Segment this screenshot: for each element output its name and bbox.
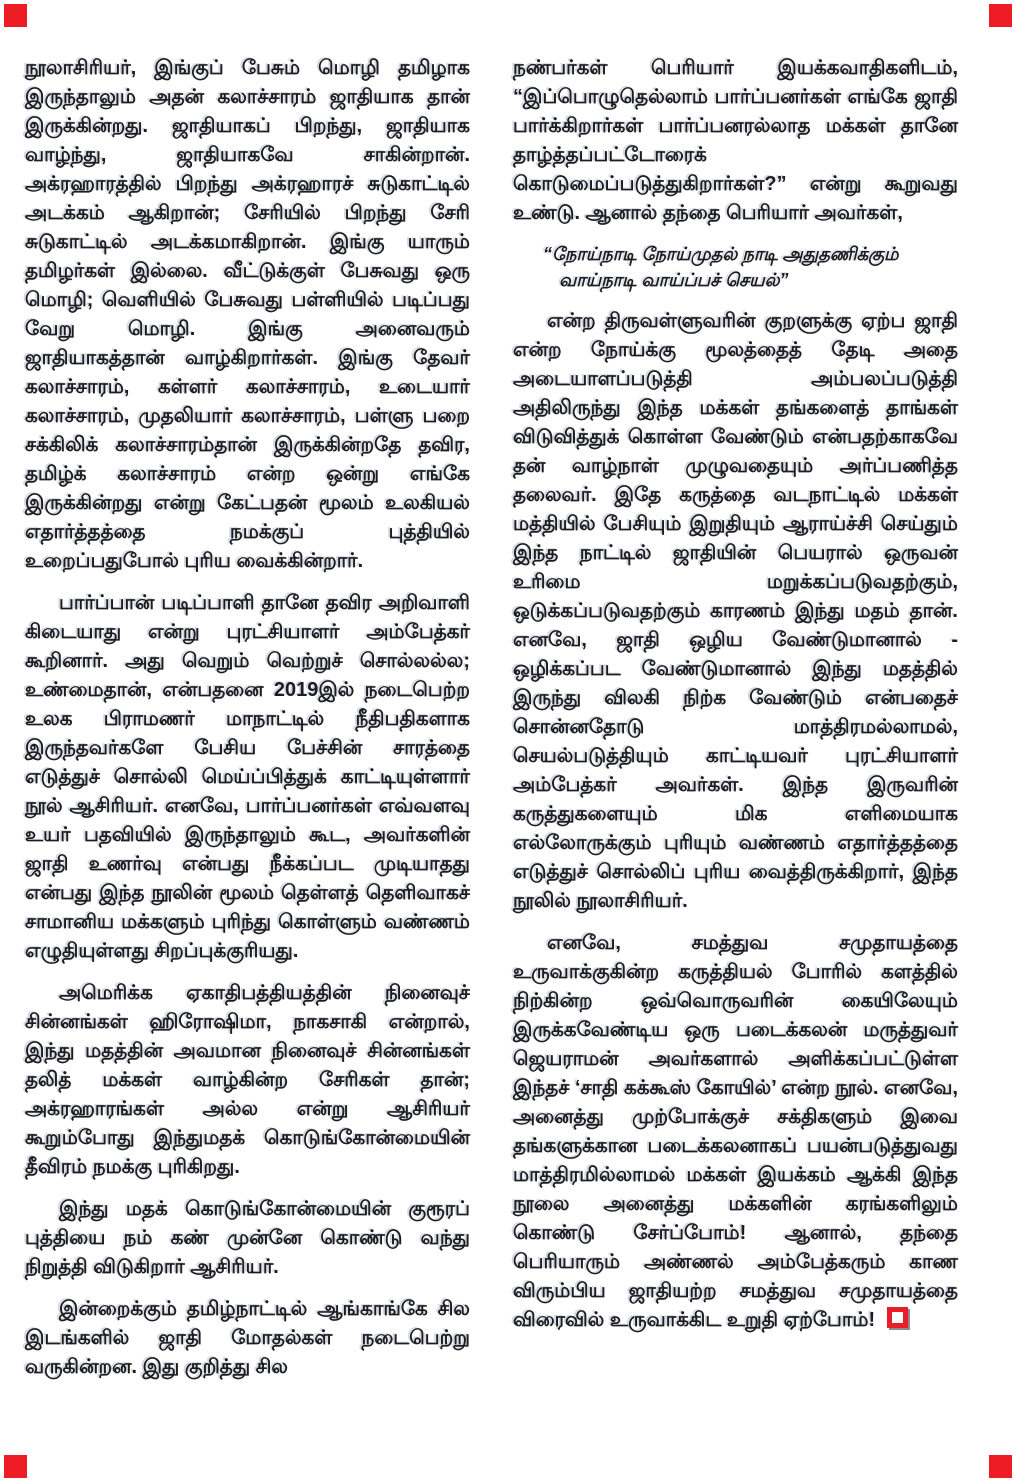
paragraph: அமெரிக்க ஏகாதிபத்தியத்தின் நினைவுச் சின்னங்கள் ஹிரோஷிமா, நாகசாகி என்றால், இந்து மதத்தின் அவமான நினைவுச் சின்னங்கள் தலித் மக்கள் வாழ்கின்ற சேரிகள் தான்; அக்ரஹாரங்கள் அல்ல என்று ஆசிரியர் கூறும்போது இந்துமதக் கொடுங்கோன்மையின் தீவிரம் நமக்கு புரிகிறது.	[25, 982, 470, 1178]
paragraph: எனவே, சமத்துவ சமுதாயத்தை உருவாக்குகின்ற கருத்தியல் போரில் களத்தில் நிற்கின்ற ஒவ்வொருவரின் கையிலேயும் இருக்கவேண்டிய ஒரு படைக்கலன் மருத்துவர் ஜெயராமன் அவர்களால் அளிக்கப்பட்டுள்ள இந்தச் ‘சாதி கக்கூஸ் கோயில்’ என்ற நூல். எனவே, அனைத்து முற்போக்குச் சக்திகளும் இவை தங்களுக்கான படைக்கலனாகப் பயன்படுத்துவது மாத்திரமில்லாமல் மக்கள் இயக்கம் ஆக்கி இந்த நூலை அனைத்து மக்களின் கரங்களிலும் கொண்டு சேர்ப்போம்! ஆனால், தந்தை பெரியாரும் அண்ணல் அம்பேத்கரும் காண விரும்பிய ஜாதியற்ற சமத்துவ சமுதாயத்தை விரைவில் உருவாக்கிட உறுதி ஏற்போம்!	[513, 932, 959, 1331]
article-body	[25, 54, 958, 1382]
corner-marker-bottom-right-icon	[989, 1455, 1012, 1478]
kural-quote-line: வாய்நாடி வாய்ப்பச் செயல்”	[559, 270, 789, 290]
corner-marker-top-right-icon	[989, 4, 1012, 27]
paragraph: இந்து மதக் கொடுங்கோன்மையின் குரூரப் புத்தியை நம் கண் முன்னே கொண்டு வந்து நிறுத்தி விடுகிறார் ஆசிரியர்.	[25, 1198, 470, 1278]
paragraph: பார்ப்பான் படிப்பாளி தானே தவிர அறிவாளி கிடையாது என்று புரட்சியாளர் அம்பேத்கர் கூறினார். அது வெறும் வெற்றுச் சொல்லல்ல; உண்மைதான், என்பதனை 2019இல் நடைபெற்ற உலக பிராமணர் மாநாட்டில் நீதிபதிகளாக இருந்தவர்களே பேசிய பேச்சின் சாரத்தை எடுத்துச் சொல்லி மெய்ப்பித்துக் காட்டியுள்ளார் நூல் ஆசிரியர். எனவே, பார்ப்பனர்கள் எவ்வளவு உயர் பதவியில் இருந்தாலும் கூட, அவர்களின் ஜாதி உணர்வு என்பது நீக்கப்பட முடியாதது என்பது இந்த நூலின் மூலம் தெள்ளத் தெளிவாகச் சாமானிய மக்களும் புரிந்து கொள்ளும் வண்ணம் எழுதியுள்ளது சிறப்புக்குரியது.	[25, 592, 470, 962]
corner-marker-bottom-left-icon	[4, 1455, 27, 1478]
corner-marker-top-left-icon	[4, 4, 27, 27]
paragraph: நண்பர்கள் பெரியார் இயக்கவாதிகளிடம், “இப்பொழுதெல்லாம் பார்ப்பனர்கள் எங்கே ஜாதி பார்க்கிறார்கள் பார்ப்பனரல்லாத மக்கள் தானே தாழ்த்தப்பட்டோரைக் கொடுமைப்படுத்துகிறார்கள்?” என்று கூறுவது உண்டு. ஆனால் தந்தை பெரியார் அவர்கள்,	[513, 57, 958, 224]
article-column-left	[25, 54, 470, 1382]
paragraph: நூலாசிரியர், இங்குப் பேசும் மொழி தமிழாக இருந்தாலும் அதன் கலாச்சாரம் ஜாதியாக தான் இருக்கின்றது. ஜாதியாகப் பிறந்து, ஜாதியாக வாழ்ந்து, ஜாதியாகவே சாகின்றான். அக்ரஹாரத்தில் பிறந்து அக்ரஹாரச் சுடுகாட்டில் அடக்கம் ஆகிறான்; சேரியில் பிறந்து சேரி சுடுகாட்டில் அடக்கமாகிறான். இங்கு யாரும் தமிழர்கள் இல்லை. வீட்டுக்குள் பேசுவது ஒரு மொழி; வெளியில் பேசுவது பள்ளியில் படிப்பது வேறு மொழி. இங்கு அனைவரும் ஜாதியாகத்தான் வாழ்கிறார்கள். இங்கு தேவர் கலாச்சாரம், கள்ளர் கலாச்சாரம், உடையார் கலாச்சாரம், முதலியார் கலாச்சாரம், பள்ளு பறை சக்கிலிக் கலாச்சாரம்தான் இருக்கின்றதே தவிர, தமிழ்க் கலாச்சாரம் என்ற ஒன்று எங்கே இருக்கின்றது என்று கேட்பதன் மூலம் உலகியல் எதார்த்தத்தை நமக்குப் புத்தியில் உறைப்பதுபோல் புரிய வைக்கின்றார்.	[25, 57, 470, 572]
article-column-right	[513, 54, 958, 1382]
paragraph: இன்றைக்கும் தமிழ்நாட்டில் ஆங்காங்கே சில இடங்களில் ஜாதி மோதல்கள் நடைபெற்று வருகின்றன. இது குறித்து சில	[25, 1298, 470, 1378]
kural-quote	[543, 241, 958, 293]
paragraph: என்ற திருவள்ளுவரின் குறளுக்கு ஏற்ப ஜாதி என்ற நோய்க்கு மூலத்தைத் தேடி அதை அடையாளப்படுத்தி அம்பலப்படுத்தி அதிலிருந்து இந்த மக்கள் தங்களைத் தாங்கள் விடுவித்துக் கொள்ள வேண்டும் என்பதற்காகவே தன் வாழ்நாள் முழுவதையும் அர்ப்பணித்த தலைவர். இதே கருத்தை வடநாட்டில் மக்கள் மத்தியில் பேசியும் இறுதியும் ஆராய்ச்சி செய்தும் இந்த நாட்டில் ஜாதியின் பெயரால் ஒருவன் உரிமை மறுக்கப்படுவதற்கும், ஒடுக்கப்படுவதற்கும் காரணம் இந்து மதம் தான். எனவே, ஜாதி ஒழிய வேண்டுமானால் - ஒழிக்கப்பட வேண்டுமானால் இந்து மதத்தில் இருந்து விலகி நிற்க வேண்டும் என்பதைச் சொன்னதோடு மாத்திரமல்லாமல், செயல்படுத்தியும் காட்டியவர் புரட்சியாளர் அம்பேத்கர் அவர்கள். இந்த இருவரின் கருத்துகளையும் மிக எளிமையாக எல்லோருக்கும் புரியும் வண்ணம் எதார்த்தத்தை எடுத்துச் சொல்லிப் புரிய வைத்திருக்கிறார், இந்த நூலில் நூலாசிரியர்.	[513, 310, 958, 912]
kural-quote-line: “நோய்நாடி நோய்முதல் நாடி அதுதணிக்கும்	[543, 244, 899, 264]
end-of-article-marker-icon	[887, 1307, 908, 1328]
